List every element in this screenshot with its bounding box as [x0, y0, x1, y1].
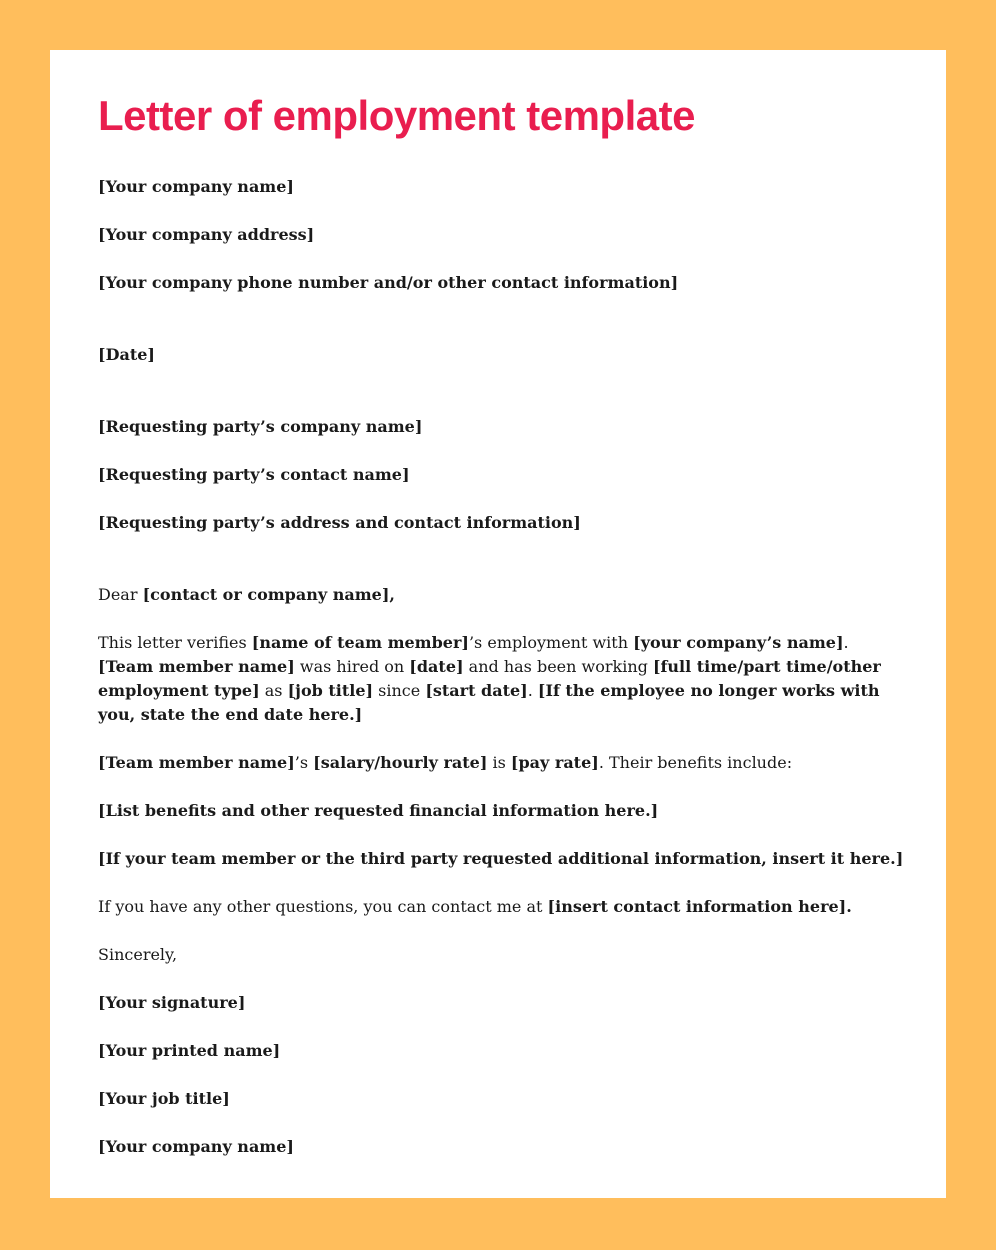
body-text: If you have any other questions, you can contact me at: [98, 897, 548, 916]
placeholder-start-date: [start date]: [425, 681, 528, 700]
body-text: . Their benefits include:: [598, 753, 793, 772]
additional-info-placeholder: [If your team member or the third party requested additional information, insert it here.]: [98, 849, 904, 868]
placeholder-pay-rate: [pay rate]: [510, 753, 599, 772]
recipient-contact-name: [Requesting party’s contact name]: [98, 465, 410, 484]
placeholder-contact-info: [insert contact information here].: [547, 897, 852, 916]
salutation-prefix: Dear: [98, 585, 143, 604]
letter-sheet: [50, 50, 946, 1198]
printed-name-placeholder: [Your printed name]: [98, 1041, 281, 1060]
page-title: Letter of employment template: [98, 92, 695, 139]
body-text: ’s: [294, 753, 314, 772]
placeholder-company-name: [your company’s name]: [633, 633, 844, 652]
sender-company-name: [Your company name]: [98, 177, 294, 196]
body-text: This letter verifies: [98, 633, 252, 652]
body-text: .: [843, 633, 849, 652]
body-text: was hired on: [294, 657, 410, 676]
verification-paragraph: [98, 631, 898, 727]
body-text: ’s employment with: [468, 633, 634, 652]
signature-company-name: [Your company name]: [98, 1137, 294, 1156]
salary-paragraph: [98, 751, 792, 775]
signature-placeholder: [Your signature]: [98, 993, 246, 1012]
placeholder-salary-type: [salary/hourly rate]: [313, 753, 488, 772]
placeholder-team-member-name: [Team member name]: [98, 657, 295, 676]
questions-paragraph: [98, 895, 852, 919]
closing: Sincerely,: [98, 945, 178, 964]
body-text: .: [527, 681, 538, 700]
placeholder-hire-date: [date]: [409, 657, 464, 676]
sender-contact-info: [Your company phone number and/or other contact information]: [98, 273, 679, 292]
letter-date: [Date]: [98, 345, 155, 364]
recipient-address: [Requesting party’s address and contact information]: [98, 513, 581, 532]
sender-company-address: [Your company address]: [98, 225, 315, 244]
placeholder-end-date-note: [If the employee no longer works with you, state the end date here.]: [98, 681, 880, 724]
placeholder-team-member: [name of team member]: [251, 633, 469, 652]
body-text: since: [373, 681, 426, 700]
body-text: and has been working: [463, 657, 653, 676]
placeholder-job-title: [job title]: [287, 681, 374, 700]
recipient-company-name: [Requesting party’s company name]: [98, 417, 423, 436]
body-text: as: [259, 681, 288, 700]
benefits-placeholder: [List benefits and other requested financial information here.]: [98, 801, 659, 820]
placeholder-team-member-name: [Team member name]: [98, 753, 295, 772]
placeholder-employment-type: [full time/part time/other employment type]: [98, 657, 881, 700]
salutation-suffix: ,: [389, 585, 395, 604]
salutation: [98, 583, 395, 607]
salutation-name: [contact or company name]: [142, 585, 390, 604]
body-text: is: [487, 753, 511, 772]
job-title-placeholder: [Your job title]: [98, 1089, 230, 1108]
